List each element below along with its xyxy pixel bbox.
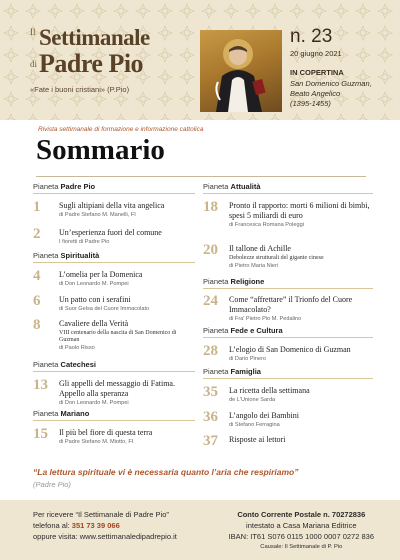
- section-name: Mariano: [60, 409, 90, 418]
- page-number: 15: [33, 426, 48, 442]
- item-title: Cavaliere della Verità: [59, 319, 129, 328]
- section-name: Spiritualità: [60, 251, 100, 260]
- website-link[interactable]: oppure visita: www.settimanaledipadrepio.it: [33, 531, 177, 541]
- toc-item-text: [229, 411, 373, 429]
- item-author: di Fra' Pietro Pio M. Pedalino: [229, 316, 302, 322]
- section-header-padre-pio: [33, 182, 195, 194]
- toc-item-text: [59, 270, 195, 288]
- masthead-settimanale: Settimanale: [39, 25, 150, 50]
- item-author: di Stefano Ferragina: [229, 422, 280, 428]
- section-prefix: Pianeta: [203, 277, 231, 286]
- cover-desc-line: San Domenico Guzman,: [290, 79, 372, 88]
- page-number: 37: [203, 433, 218, 449]
- page-number: 4: [33, 268, 41, 284]
- item-author: di Don Leonardo M. Pompei: [59, 400, 129, 406]
- item-author: I fioretti di Padre Pio: [59, 239, 110, 245]
- item-subtitle: Debolezze strutturali del gigante cinese: [229, 255, 324, 261]
- section-name: Religione: [230, 277, 265, 286]
- phone-line: [33, 521, 177, 532]
- item-author: di Suor Gelsa del Cuore Immacolato: [59, 306, 150, 312]
- item-title: L’angolo dei Bambini: [229, 411, 299, 420]
- page-number: 1: [33, 199, 41, 215]
- item-author: di Paolo Risso: [59, 345, 95, 352]
- quote-text: “La lettura spirituale vi è necessaria quanto l’aria che respiriamo”: [33, 467, 299, 477]
- toc-item-text: [229, 435, 373, 445]
- item-title: L’omelia per la Domenica: [59, 270, 143, 279]
- toc-item-text: [229, 201, 373, 229]
- postal-account: Conto Corrente Postale n. 70272836: [237, 510, 366, 519]
- item-author: di Don Leonardo M. Pompei: [59, 281, 129, 287]
- page-number: 18: [203, 199, 218, 215]
- quote-author: (Padre Pio): [33, 480, 71, 489]
- cover-desc-line: (1395-1455): [290, 98, 331, 108]
- masthead-il: Il: [30, 27, 36, 37]
- section-header-fede-e-cultura: [203, 326, 373, 338]
- toc-item-text: [59, 201, 195, 219]
- cover-desc-line: Beato Angelico: [290, 88, 341, 98]
- section-prefix: Pianeta: [203, 182, 231, 191]
- page-number: 2: [33, 226, 41, 242]
- page-number: 6: [33, 293, 41, 309]
- masthead-di: di: [30, 59, 38, 69]
- section-header-attualita: [203, 182, 373, 194]
- page-number: 13: [33, 377, 48, 393]
- item-author: de L'Unione Sarda: [229, 397, 276, 403]
- section-name: Famiglia: [230, 367, 261, 376]
- section-name: Fede e Cultura: [230, 326, 283, 335]
- item-title: Un patto con i serafini: [59, 295, 131, 304]
- cover-description: [290, 79, 395, 108]
- subscribe-line: Per ricevere “Il Settimanale di Padre Pio”: [33, 510, 169, 519]
- section-prefix: Pianeta: [33, 182, 61, 191]
- section-header-spiritualita: [33, 251, 195, 263]
- item-title: Risposte ai lettori: [229, 435, 286, 444]
- toc-item-text: [59, 379, 195, 407]
- item-author: di Dario Pinero: [229, 356, 266, 362]
- issue-number: n. 23: [290, 26, 333, 47]
- tagline: Rivista settimanale di formazione e informazione cattolica: [38, 126, 204, 133]
- toc-item-text: [59, 295, 195, 313]
- section-header-catechesi: [33, 360, 195, 372]
- item-title: La ricetta della settimana: [229, 386, 310, 395]
- toc-item-text: [59, 228, 195, 246]
- section-name: Attualità: [230, 182, 261, 191]
- item-title: Pronto il rapporto: morti 6 milioni di bimbi, spesi 5 miliardi di euro: [229, 201, 370, 220]
- item-author: di Padre Stefano M. Miotto, FI: [59, 439, 134, 445]
- payment-reason: Causale: Il Settimanale di P. Pio: [260, 543, 343, 550]
- toc-item-text: [229, 345, 373, 363]
- iban: IBAN: IT61 S076 0115 1000 0007 0272 836: [228, 531, 374, 541]
- item-title: Il tallone di Achille: [229, 244, 291, 253]
- item-author: di Pietro Maria Nieri: [229, 263, 279, 270]
- section-prefix: Pianeta: [203, 326, 231, 335]
- page-number: 36: [203, 409, 218, 425]
- item-author: di Francesca Romana Poleggi: [229, 222, 304, 228]
- section-prefix: Pianeta: [33, 360, 61, 369]
- section-name: Padre Pio: [60, 182, 96, 191]
- toc-item-text: [229, 244, 373, 270]
- section-prefix: Pianeta: [33, 409, 61, 418]
- masthead-subtitle: «Fate i buoni cristiani» (P.Pio): [30, 85, 130, 94]
- footer: [0, 500, 400, 560]
- cover-painting: [200, 30, 282, 112]
- section-name: Catechesi: [60, 360, 96, 369]
- toc-item-text: [59, 319, 195, 352]
- item-author: di Padre Stefano M. Manelli, FI: [59, 212, 136, 218]
- section-prefix: Pianeta: [203, 367, 231, 376]
- phone-label: telefona al:: [33, 520, 72, 530]
- issue-date: 20 giugno 2021: [290, 49, 342, 58]
- phone-number[interactable]: 351 73 39 066: [71, 520, 120, 530]
- payment-info: [229, 510, 374, 551]
- item-subtitle: VIII centenario della nascita di San Domenico di Guzman: [59, 330, 177, 344]
- page-number: 35: [203, 384, 218, 400]
- section-header-famiglia: [203, 367, 373, 379]
- masthead-padre-pio: Padre Pio: [39, 49, 144, 78]
- section-prefix: Pianeta: [33, 251, 61, 260]
- header-banner: [0, 0, 400, 120]
- item-title: Gli appelli del messaggio di Fatima. Appello alla speranza: [59, 379, 175, 398]
- toc-item-text: [229, 295, 373, 323]
- section-header-religione: [203, 277, 373, 289]
- toc-item-text: [229, 386, 373, 404]
- toc-item-text: [59, 428, 195, 446]
- item-title: Il più bel fiore di questa terra: [59, 428, 153, 437]
- item-title: Come “affrettare” il Trionfo del Cuore Immacolato?: [229, 295, 353, 314]
- cover-label: IN COPERTINA: [290, 68, 344, 77]
- page-number: 28: [203, 343, 218, 359]
- issue-info: [290, 26, 395, 108]
- account-holder: intestato a Casa Mariana Editrice: [246, 520, 357, 530]
- item-title: Un’esperienza fuori del comune: [59, 228, 162, 237]
- subscription-info: [33, 510, 177, 543]
- page-number: 8: [33, 317, 41, 333]
- item-title: Sugli altipiani della vita angelica: [59, 201, 165, 210]
- item-title: L’elogio di San Domenico di Guzman: [229, 345, 351, 354]
- section-header-mariano: [33, 409, 195, 421]
- page-number: 20: [203, 242, 218, 258]
- page-number: 24: [203, 293, 218, 309]
- divider: [36, 176, 366, 177]
- page-title: Sommario: [36, 134, 165, 166]
